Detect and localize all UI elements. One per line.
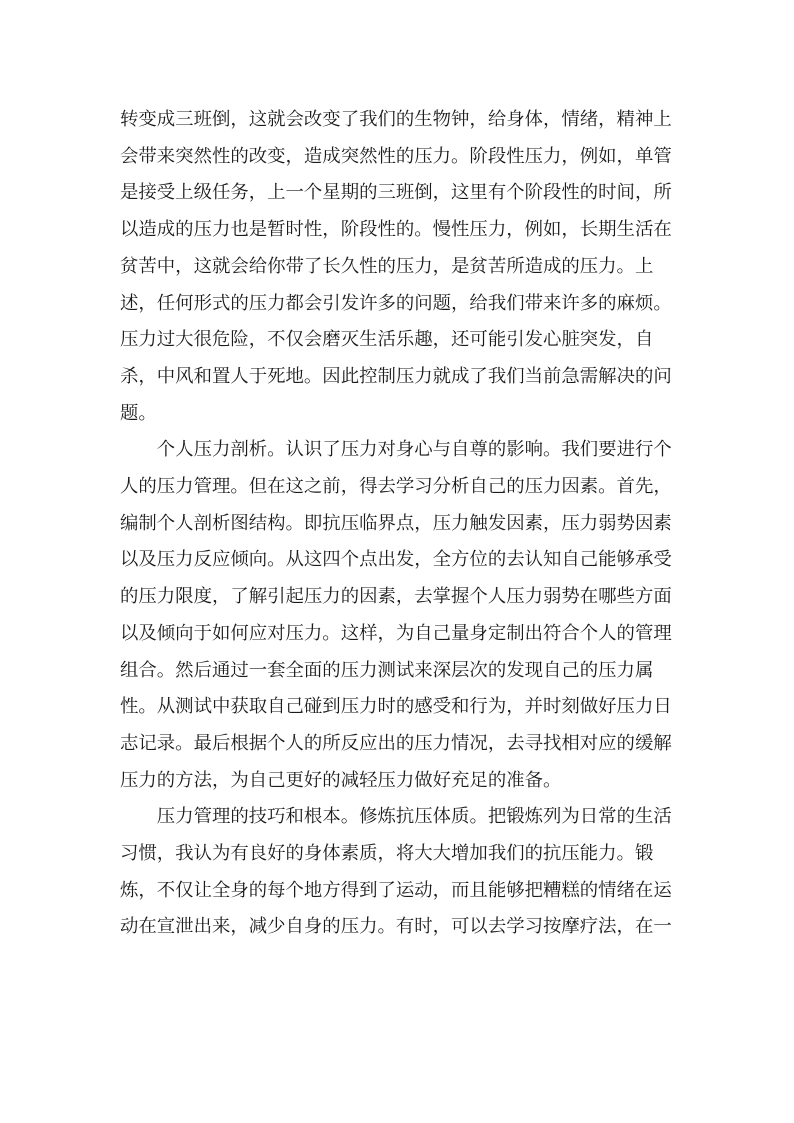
- paragraph-3: 压力管理的技巧和根本。修炼抗压体质。把锻炼列为日常的生活习惯，我认为有良好的身体素质，将大大增加我们的抗压能力。锻炼，不仅让全身的每个地方得到了运动，而且能够把糟糕的情绪在运动在宣泄出来，减少自身的压力。有时，可以去学习按摩疗法，在一: [120, 806, 672, 938]
- document-body: [120, 102, 676, 946]
- paragraph-1: 转变成三班倒，这就会改变了我们的生物钟，给身体，情绪，精神上会带来突然性的改变，造成突然性的压力。阶段性压力，例如，单管是接受上级任务，上一个星期的三班倒，这里有个阶段性的时间，所以造成的压力也是暂时性，阶段性的。慢性压力，例如，长期生活在贫苦中，这就会给你带了长久性的压力，是贫苦所造成的压力。上述，任何形式的压力都会引发许多的问题，给我们带来许多的麻烦。压力过大很危险，不仅会磨灭生活乐趣，还可能引发心脏突发，自杀，中风和置人于死地。因此控制压力就成了我们当前急需解决的问题。: [120, 109, 672, 424]
- paragraph-2: 个人压力剖析。认识了压力对身心与自尊的影响。我们要进行个人的压力管理。但在这之前，得去学习分析自己的压力因素。首先，编制个人剖析图结构。即抗压临界点，压力触发因素，压力弱势因素以及压力反应倾向。从这四个点出发，全方位的去认知自己能够承受的压力限度，了解引起压力的因素，去掌握个人压力弱势在哪些方面以及倾向于如何应对压力。这样，为自己量身定制出符合个人的管理组合。然后通过一套全面的压力测试来深层次的发现自己的压力属性。从测试中获取自己碰到压力时的感受和行为，并时刻做好压力日志记录。最后根据个人的所反应出的压力情况，去寻找相对应的缓解压力的方法，为自己更好的减轻压力做好充足的准备。: [120, 439, 672, 791]
